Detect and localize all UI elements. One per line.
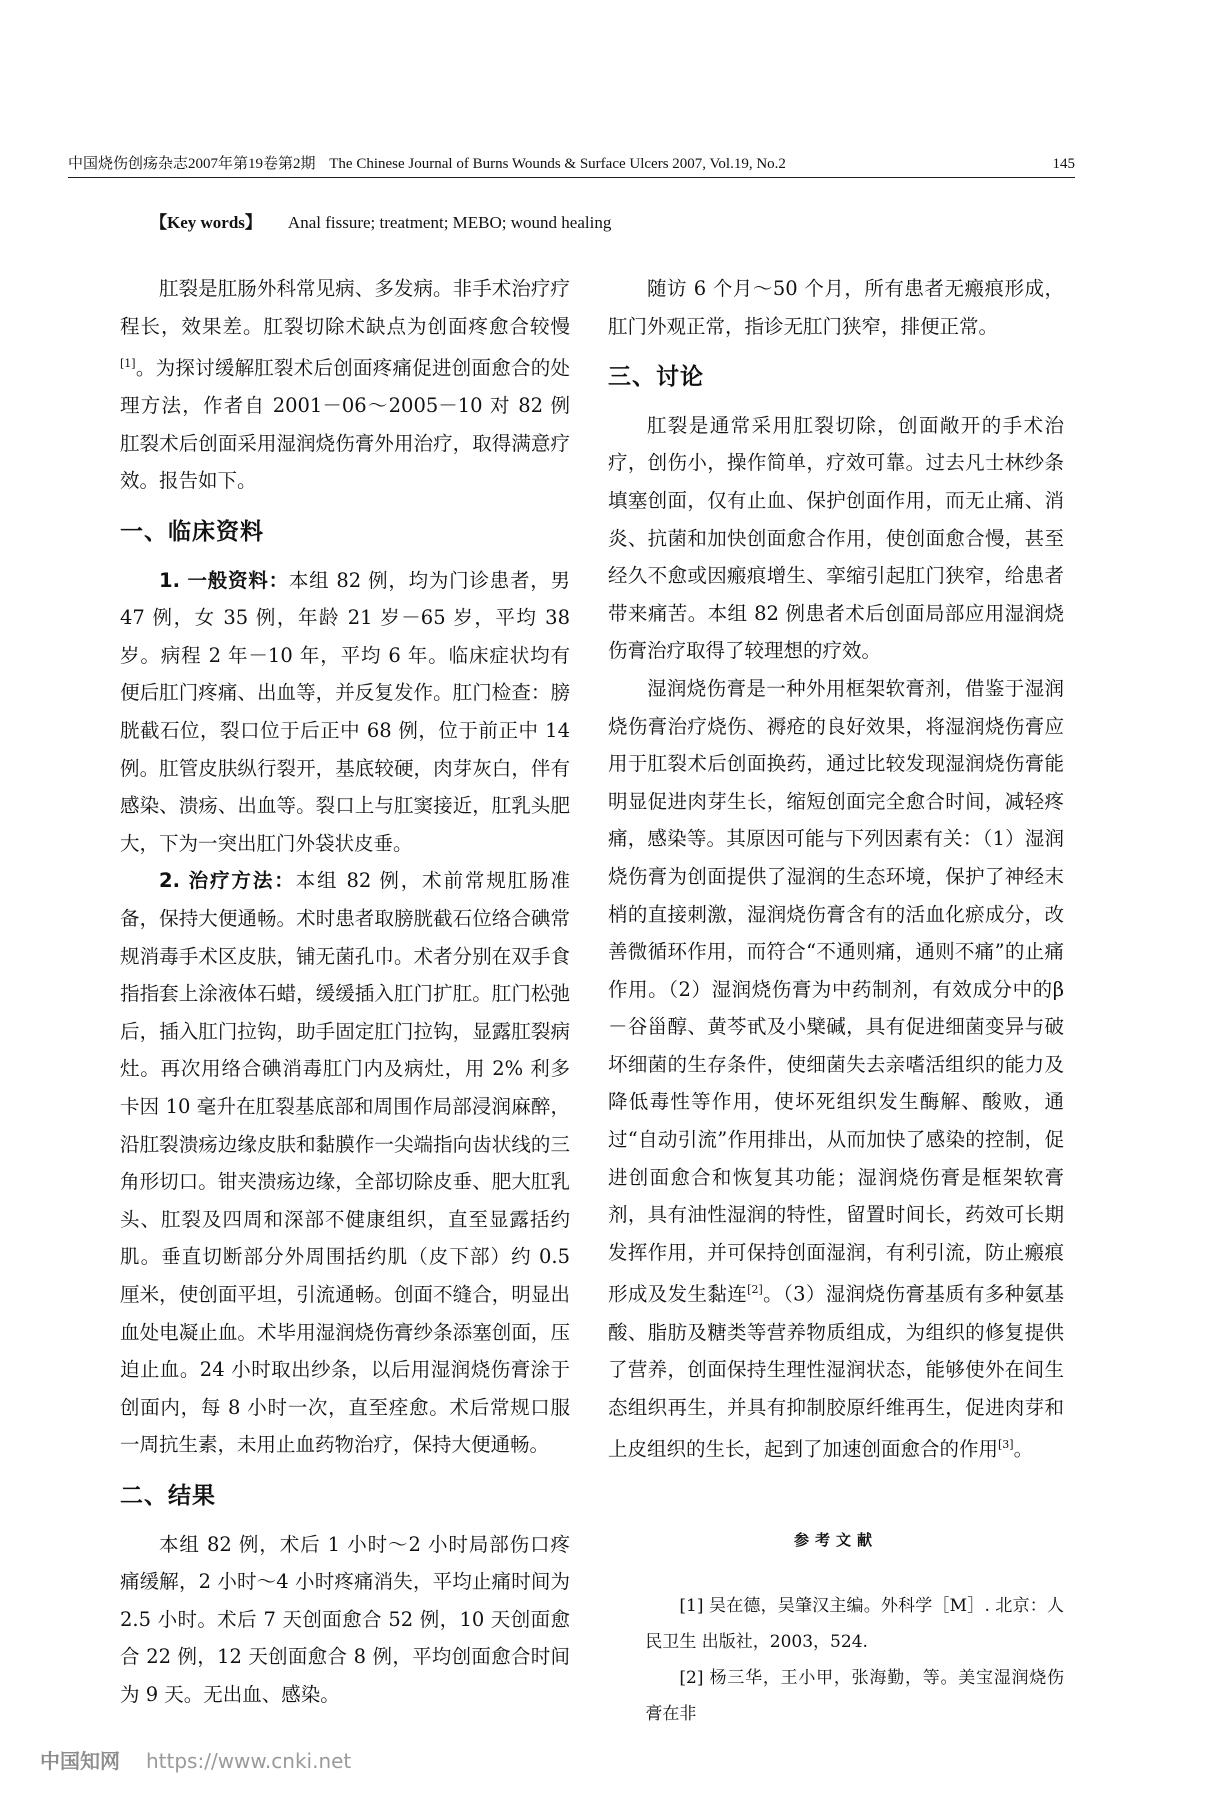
cnki-url: https://www.cnki.net	[146, 1749, 352, 1773]
treatment-method-lead: 2. 治疗方法：	[159, 869, 296, 893]
journal-citation	[68, 152, 796, 173]
general-data-lead: 1. 一般资料：	[159, 568, 289, 592]
journal-title-en: The Chinese Journal of Burns Wounds & Surface Ulcers 2007, Vol.19, No.2	[329, 156, 786, 172]
citation-ref-2: [2]	[747, 1283, 763, 1297]
section-heading-discussion: 三、讨论	[608, 364, 704, 391]
general-data-paragraph	[120, 562, 570, 863]
intro-text: 肛裂是肛肠外科常见病、多发病。非手术治疗疗程长，效果差。肛裂切除术缺点为创面疼愈合较慢	[120, 277, 570, 338]
treatment-method-text: 本组 82 例，术前常规肛肠准备，保持大便通畅。术时患者取膀胱截石位络合碘常规消毒手术区皮肤，铺无菌孔巾。术者分别在双手食指指套上涂液体石蜡，缓缓插入肛门扩肛。肛门松弛后，插入肛门拉钩，助手固定肛门拉钩，显露肛裂病灶。再次用络合碘消毒肛门内及病灶，用 2% 利多卡因 10 毫升在肛裂基底部和周围作局部浸润麻醉，沿肛裂溃疡边缘皮肤和黏膜作一尖端指向齿状线的三角形切口。钳夹溃疡边缘，全部切除皮垂、肥大肛乳头、肛裂及四周和深部不健康组织，直至显露括约肌。垂直切断部分外周围括约肌（皮下部）约 0.5 厘米，使创面平坦，引流通畅。创面不缝合，明显出血处电凝止血。术毕用湿润烧伤膏纱条添塞创面，压迫止血。24 小时取出纱条，以后用湿润烧伤膏涂于创面内，每 8 小时一次，直至痊愈。术后常规口服一周抗生素，未用止血药物治疗，保持大便通畅。	[120, 869, 570, 1457]
cnki-logo: 中国知网	[40, 1749, 120, 1773]
general-data-text: 本组 82 例，均为门诊患者，男 47 例，女 35 例，年龄 21 岁－65 岁，平均 38 岁。病程 2 年－10 年，平均 6 年。临床症状均有便后肛门疼痛、出血等，并反复发作。肛门检查：膀胱截石位，裂口位于后正中 68 例，位于前正中 14 例。肛管皮肤纵行裂开，基底较硬，肉芽灰白，伴有感染、溃疡、出血等。裂口上与肛窦接近，肛乳头肥大，下为一突出肛门外袋状皮垂。	[120, 568, 571, 855]
intro-text-cont: 。为探讨缓解肛裂术后创面疼痛促进创面愈合的处理方法，作者自 2001－06～2005－10 对 82 例肛裂术后创面采用湿润烧伤膏外用治疗，取得满意疗效。报告如下。	[120, 356, 570, 493]
journal-title-cn: 中国烧伤创疡杂志2007年第19卷第2期	[68, 156, 316, 172]
right-column	[608, 270, 1064, 1732]
discussion-paragraph-1: 肛裂是通常采用肛裂切除，创面敞开的手术治疗，创伤小，操作简单，疗效可靠。过去凡士林纱条填塞创面，仅有止血、保护创面作用，而无止痛、消炎、抗菌和加快创面愈合作用，使创面愈合慢，甚至经久不愈或因瘢痕增生、挛缩引起肛门狭窄，给患者带来痛苦。本组 82 例患者术后创面局部应用湿润烧伤膏治疗取得了较理想的疗效。	[608, 413, 1064, 663]
page-number: 145	[1052, 156, 1075, 172]
results-paragraph: 本组 82 例，术后 1 小时～2 小时局部伤口疼痛缓解，2 小时～4 小时疼痛消失，平均止痛时间为 2.5 小时。术后 7 天创面愈合 52 例，10 天创面愈合 22 例，12 天创面愈合 8 例，平均创面愈合时间为 9 天。无出血、感染。	[120, 1532, 570, 1706]
left-column	[120, 270, 570, 1713]
reference-item: [2] 杨三华，王小甲，张海勤，等。美宝湿润烧伤膏在非	[645, 1668, 1064, 1724]
section-heading-results: 二、结果	[120, 1482, 216, 1509]
discussion-text-end: 。	[1013, 1437, 1034, 1461]
citation-ref-1: [1]	[120, 357, 136, 371]
followup-paragraph: 随访 6 个月～50 个月，所有患者无瘢痕形成，肛门外观正常，指诊无肛门狭窄，排便正常。	[608, 277, 1064, 338]
discussion-text-a: 湿润烧伤膏是一种外用框架软膏剂，借鉴于湿润烧伤膏治疗烧伤、褥疮的良好效果，将湿润烧伤膏应用于肛裂术后创面换药，通过比较发现湿润烧伤膏能明显促进肉芽生长，缩短创面完全愈合时间，减轻疼痛，感染等。其原因可能与下列因素有关：（1）湿润烧伤膏为创面提供了湿润的生态环境，保护了神经末梢的直接刺激，湿润烧伤膏含有的活血化瘀成分，改善微循环作用，而符合“不通则痛，通则不痛”的止痛作用。（2）湿润烧伤膏为中药制剂，有效成分中的β－谷甾醇、黄芩甙及小檗碱，具有促进细菌变异与破坏细菌的生存条件，使细菌失去亲嗜活组织的能力及降低毒性等作用，使坏死组织发生酶解、酸败，通过“自动引流”作用排出，从而加快了感染的控制，促进创面愈合和恢复其功能；湿润烧伤膏是框架软膏剂，具有油性湿润的特性，留置时间长，药效可长期发挥作用，并可保持创面湿润，有利引流，防止瘢痕形成及发生黏连	[608, 676, 1064, 1306]
intro-paragraph	[120, 270, 570, 500]
keywords-line	[150, 208, 611, 233]
section-heading-clinical-data: 一、临床资料	[120, 519, 264, 546]
citation-ref-3: [3]	[998, 1438, 1014, 1452]
keywords-text: Anal fissure; treatment; MEBO; wound healing	[287, 213, 612, 232]
discussion-paragraph-2	[608, 670, 1064, 1468]
references-heading: 参考文献	[793, 1531, 878, 1550]
running-header	[68, 152, 1075, 178]
treatment-method-paragraph	[120, 862, 570, 1464]
keywords-label: 【Key words】	[150, 213, 262, 232]
watermark-footer	[40, 1745, 351, 1774]
reference-item: [1] 吴在德，吴肇汉主编。外科学［M］. 北京：人民卫生 出版社，2003，524.	[645, 1596, 1064, 1652]
discussion-text-b: 。（3）湿润烧伤膏基质有多种氨基酸、脂肪及糖类等营养物质组成，为组织的修复提供了营养，创面保持生理性湿润状态，能够使外在间生态组织再生，并具有抑制胶原纤维再生，促进肉芽和上皮组织的生长，起到了加速创面愈合的作用	[608, 1282, 1064, 1461]
